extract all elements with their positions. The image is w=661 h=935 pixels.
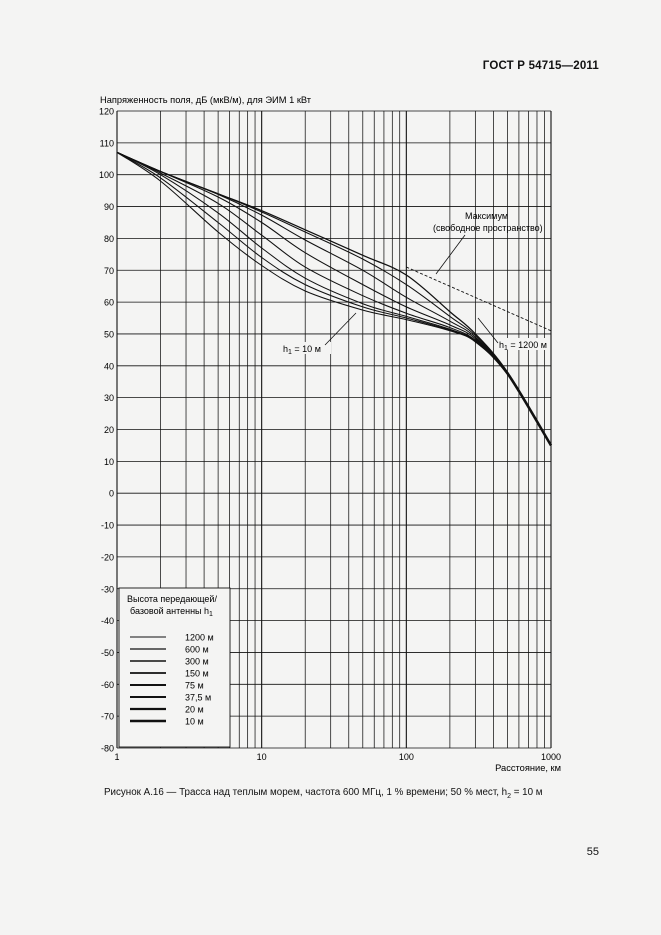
annotation-h-low-leader — [325, 313, 356, 345]
y-tick-label: -70 — [100, 711, 114, 722]
x-tick-label: 10 — [256, 752, 267, 762]
series-line — [117, 152, 551, 445]
y-tick-label: 90 — [103, 202, 114, 213]
y-tick-label: 20 — [103, 425, 114, 435]
y-tick-label: 0 — [108, 488, 114, 499]
annotation-max-line1: Максимум — [465, 211, 509, 221]
x-tick-label: 1 — [114, 752, 120, 762]
series-line — [117, 152, 551, 445]
y-tick-label: 110 — [99, 138, 114, 149]
y-tick-label: 10 — [103, 456, 114, 467]
x-tick-label: 1000 — [540, 752, 562, 762]
x-tick-labels — [114, 752, 561, 762]
series-line — [117, 152, 551, 445]
annotation-h-low: $h_1 = 10$ м — [283, 344, 321, 356]
annotation-max-leader — [436, 235, 465, 274]
y-tick-label: 50 — [103, 329, 114, 340]
legend-label: 150 м — [185, 668, 209, 679]
legend-label: 600 м — [185, 644, 209, 655]
y-tick-label: 120 — [98, 106, 114, 117]
figure-caption: Рисунок А.16 — Трасса над теплым морем, частота 600 МГц, 1 % времени; 50 % мест, $h_2 = 10$ м — [104, 787, 543, 800]
chart-curves — [117, 152, 551, 445]
y-tick-label: -40 — [100, 616, 114, 627]
legend — [119, 588, 230, 747]
legend-label: 20 м — [185, 704, 204, 715]
x-axis-label: Расстояние, км — [495, 763, 561, 773]
y-tick-label: -10 — [100, 520, 114, 531]
standard-number: ГОСТ Р 54715—2011 — [482, 60, 599, 72]
legend-title-line2: базовой антенны $h_1$ — [130, 606, 213, 618]
legend-label: 1200 м — [185, 632, 214, 643]
y-tick-label: 40 — [103, 361, 114, 372]
series-line — [117, 152, 551, 445]
y-tick-label: -30 — [100, 584, 114, 595]
annotation-max-line2: (свободное пространство) — [433, 223, 543, 233]
y-tick-label: 80 — [103, 233, 114, 244]
series-line — [117, 152, 551, 445]
y-tick-label: 60 — [103, 297, 114, 308]
page-number: 55 — [586, 846, 599, 858]
y-axis-label: Напряженность поля, дБ (мкВ/м), для ЭИМ 1 кВт — [100, 95, 312, 105]
y-tick-label: 100 — [98, 170, 114, 181]
y-tick-label: -80 — [100, 743, 114, 754]
y-tick-labels — [99, 107, 114, 754]
y-tick-label: -20 — [100, 552, 114, 563]
y-tick-label: 70 — [103, 265, 114, 276]
y-tick-label: -50 — [100, 647, 114, 658]
free-space-line — [406, 267, 551, 331]
y-tick-label: 30 — [103, 393, 114, 404]
legend-label: 300 м — [185, 656, 209, 667]
annotation-h-high: $h_1 = 1200$ м — [499, 340, 547, 352]
series-line — [117, 152, 551, 445]
x-tick-label: 100 — [398, 752, 414, 762]
legend-title-line1: Высота передающей/ — [127, 594, 217, 604]
y-tick-label: -60 — [100, 679, 114, 690]
legend-label: 10 м — [185, 716, 204, 727]
legend-label: 37,5 м — [185, 692, 212, 703]
series-line — [117, 152, 551, 445]
series-line — [117, 152, 551, 445]
legend-label: 75 м — [185, 680, 204, 691]
